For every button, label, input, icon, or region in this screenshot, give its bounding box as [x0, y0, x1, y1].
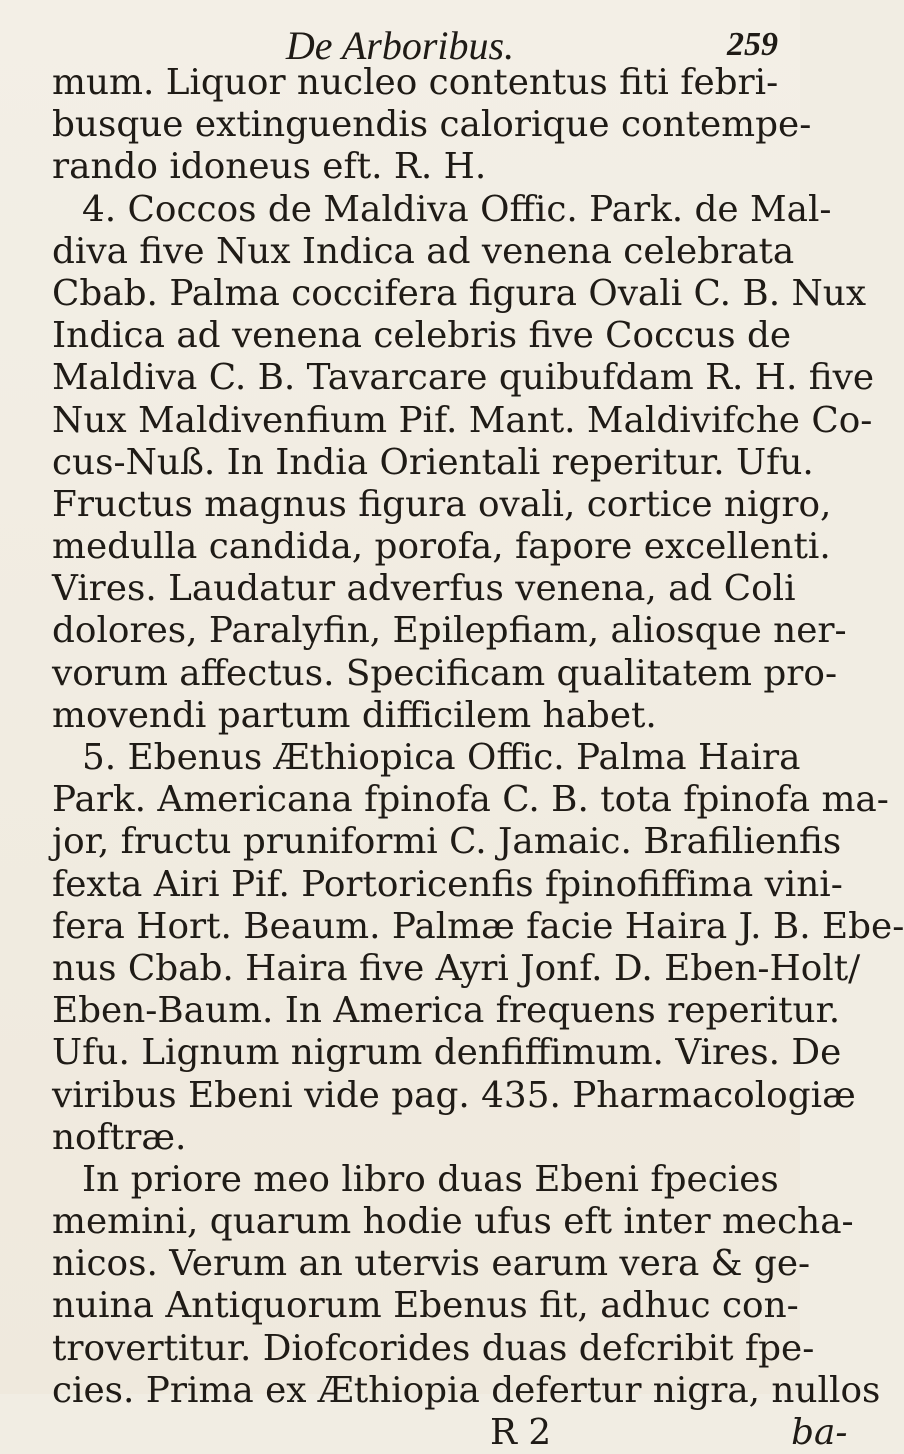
text-line: rando idoneus eft. R. H. [52, 146, 487, 188]
text-line: cies. Prima ex Æthiopia defertur nigra, nullos [52, 1369, 881, 1411]
text-line: Indica ad venena celebris five Coccus de [52, 315, 792, 357]
text-line: Nux Maldivenfium Pif. Mant. Maldivifche Co- [52, 399, 873, 441]
text-line: dolores, Paralyfin, Epilepfiam, aliosque ner- [52, 610, 847, 652]
text-line: nuina Antiquorum Ebenus fit, adhuc con- [52, 1285, 799, 1327]
text-line: fexta Airi Pif. Portoricenfis fpinofiffima vini- [52, 863, 843, 905]
text-line: jor, fructu pruniformi C. Jamaic. Brafilienfis [52, 821, 842, 863]
text-line: viribus Ebeni vide pag. 435. Pharmacologiæ [52, 1074, 856, 1116]
text-line: memini, quarum hodie ufus eft inter mecha- [52, 1201, 854, 1243]
page-number: 259 [727, 26, 778, 63]
paragraph-start-line: In priore meo libro duas Ebeni fpecies [82, 1158, 779, 1200]
text-line: nicos. Verum an utervis earum vera & ge- [52, 1243, 811, 1285]
running-title: De Arboribus. [285, 23, 515, 68]
text-line: Fructus magnus figura ovali, cortice nigro, [52, 483, 832, 525]
text-line: diva five Nux Indica ad venena celebrata [52, 230, 795, 272]
text-line: Ufu. Lignum nigrum denfiffimum. Vires. De [52, 1032, 842, 1074]
page-footer [52, 1412, 848, 1454]
text-line: fera Hort. Beaum. Palmæ facie Haira J. B. Ebe- [52, 905, 904, 947]
text-line: Vires. Laudatur adverfus venena, ad Coli [52, 568, 796, 610]
text-line: mum. Liquor nucleo contentus fiti febri- [52, 62, 779, 103]
text-line: nus Cbab. Haira five Ayri Jonf. D. Eben-Holt/ [52, 947, 861, 989]
text-line: noftræ. [52, 1116, 187, 1158]
text-line: trovertitur. Diofcorides duas defcribit fpe- [52, 1327, 815, 1369]
body-text [52, 62, 904, 1454]
text-line: movendi partum difficilem habet. [52, 694, 657, 736]
text-line: Park. Americana fpinofa C. B. tota fpinofa ma- [52, 779, 889, 821]
paragraph-start-line: 5. Ebenus Æthiopica Offic. Palma Haira [82, 737, 801, 778]
text-line: Eben-Baum. In America frequens reperitur. [52, 990, 841, 1032]
text-line: medulla candida, porofa, fapore excellenti. [52, 526, 831, 568]
text-line: busque extinguendis calorique contempe- [52, 104, 812, 146]
signature-mark: R 2 [490, 1412, 552, 1453]
text-line: vorum affectus. Specificam qualitatem pro- [52, 652, 838, 694]
catchword: ba- [791, 1412, 848, 1453]
text-line: cus-Nuß. In India Orientali reperitur. Ufu. [52, 441, 814, 483]
text-line: Cbab. Palma coccifera figura Ovali C. B. Nux [52, 272, 867, 314]
text-line: Maldiva C. B. Tavarcare quibufdam R. H. five [52, 357, 875, 399]
paragraph-start-line: 4. Coccos de Maldiva Offic. Park. de Mal- [82, 188, 832, 230]
